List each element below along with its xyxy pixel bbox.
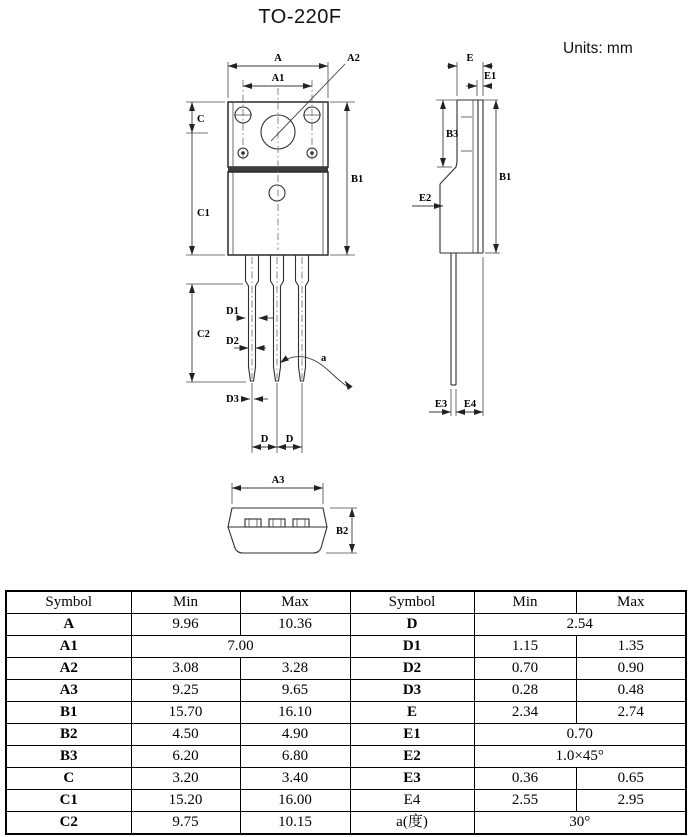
symbol-cell: B2 <box>6 723 131 745</box>
min-cell: 15.20 <box>131 789 240 811</box>
dim-label-alpha: a <box>321 353 327 364</box>
symbol-cell: B1 <box>6 701 131 723</box>
header-symbol-left: Symbol <box>6 591 131 614</box>
dim-label-d-right: D <box>285 434 294 445</box>
max-cell: 3.28 <box>240 657 350 679</box>
front-view-body <box>228 80 328 255</box>
dim-label-d-left: D <box>260 434 269 445</box>
min-cell: 15.70 <box>131 701 240 723</box>
dim-label-e4: E4 <box>463 399 477 410</box>
dim-label-e2: E2 <box>419 193 432 204</box>
symbol-cell: A1 <box>6 636 131 658</box>
pin-section-2 <box>269 519 285 527</box>
dim-label-c1: C1 <box>197 208 210 219</box>
table-row <box>6 657 686 679</box>
dim-label-d2: D2 <box>226 336 239 347</box>
side-view <box>412 53 511 416</box>
dim-label-c: C <box>197 114 205 125</box>
table-row <box>6 636 686 658</box>
symbol-cell: a(度) <box>350 811 474 834</box>
max-cell: 9.65 <box>240 679 350 701</box>
symbol-cell: C <box>6 767 131 789</box>
front-view-dimensions <box>186 53 363 447</box>
dim-label-e: E <box>466 53 474 64</box>
max-cell: 2.95 <box>576 789 686 811</box>
table-row <box>6 745 686 767</box>
symbol-cell: D3 <box>350 679 474 701</box>
dim-label-e1: E1 <box>484 71 497 82</box>
max-cell: 2.74 <box>576 701 686 723</box>
dim-label-a1: A1 <box>271 73 285 84</box>
symbol-cell: D <box>350 614 474 636</box>
table-row <box>6 811 686 834</box>
min-cell: 3.08 <box>131 657 240 679</box>
table-row <box>6 679 686 701</box>
dim-label-b1-side: B1 <box>499 172 512 183</box>
table-row <box>6 701 686 723</box>
min-cell: 0.36 <box>474 767 576 789</box>
max-cell: 3.40 <box>240 767 350 789</box>
max-cell: 6.80 <box>240 745 350 767</box>
body-circle <box>269 185 285 201</box>
bottom-view-dimensions <box>232 475 357 553</box>
max-cell: 4.90 <box>240 723 350 745</box>
header-symbol-right: Symbol <box>350 591 474 614</box>
header-min-left: Min <box>131 591 240 614</box>
dim-label-a2: A2 <box>347 53 360 64</box>
value-cell: 30° <box>474 811 686 834</box>
min-cell: 1.15 <box>474 636 576 658</box>
front-view <box>186 53 363 453</box>
header-max-left: Max <box>240 591 350 614</box>
max-cell: 1.35 <box>576 636 686 658</box>
symbol-cell: C2 <box>6 811 131 834</box>
max-cell: 16.00 <box>240 789 350 811</box>
table-row <box>6 767 686 789</box>
page-title: TO-220F <box>258 6 342 28</box>
table-row <box>6 614 686 636</box>
symbol-cell: E3 <box>350 767 474 789</box>
min-cell: 2.55 <box>474 789 576 811</box>
header-max-right: Max <box>576 591 686 614</box>
symbol-cell: D1 <box>350 636 474 658</box>
value-cell: 0.70 <box>474 723 686 745</box>
value-cell: 7.00 <box>131 636 350 658</box>
dim-label-a3: A3 <box>271 475 285 486</box>
dim-label-b2: B2 <box>336 526 349 537</box>
max-cell: 0.90 <box>576 657 686 679</box>
symbol-cell: A <box>6 614 131 636</box>
bottom-view-body <box>228 508 327 553</box>
dim-label-b3: B3 <box>446 129 459 140</box>
units-label: Units: mm <box>563 40 633 57</box>
dimension-table <box>5 590 687 835</box>
min-cell: 3.20 <box>131 767 240 789</box>
dim-label-d1: D1 <box>226 306 239 317</box>
symbol-cell: A3 <box>6 679 131 701</box>
max-cell: 0.48 <box>576 679 686 701</box>
min-cell: 6.20 <box>131 745 240 767</box>
min-cell: 0.70 <box>474 657 576 679</box>
max-cell: 0.65 <box>576 767 686 789</box>
symbol-cell: E1 <box>350 723 474 745</box>
front-view-leads <box>246 255 309 453</box>
pin-section-3 <box>293 519 309 527</box>
min-cell: 2.34 <box>474 701 576 723</box>
dim-label-e3: E3 <box>434 399 448 410</box>
dim-label-b1-front: B1 <box>351 174 364 185</box>
symbol-cell: E <box>350 701 474 723</box>
dim-label-d3: D3 <box>226 394 239 405</box>
min-cell: 9.75 <box>131 811 240 834</box>
dim-label-c2: C2 <box>197 329 210 340</box>
value-cell: 1.0×45° <box>474 745 686 767</box>
symbol-cell: A2 <box>6 657 131 679</box>
table-row <box>6 789 686 811</box>
symbol-cell: E4 <box>350 789 474 811</box>
header-min-right: Min <box>474 591 576 614</box>
pin-section-1 <box>245 519 261 527</box>
min-cell: 0.28 <box>474 679 576 701</box>
min-cell: 9.96 <box>131 614 240 636</box>
max-cell: 16.10 <box>240 701 350 723</box>
max-cell: 10.36 <box>240 614 350 636</box>
symbol-cell: E2 <box>350 745 474 767</box>
symbol-cell: D2 <box>350 657 474 679</box>
symbol-cell: B3 <box>6 745 131 767</box>
min-cell: 4.50 <box>131 723 240 745</box>
table-header-row <box>6 591 686 614</box>
max-cell: 10.15 <box>240 811 350 834</box>
dim-label-a: A <box>274 53 282 64</box>
symbol-cell: C1 <box>6 789 131 811</box>
table-row <box>6 723 686 745</box>
side-view-body <box>436 100 498 385</box>
value-cell: 2.54 <box>474 614 686 636</box>
side-view-dimensions <box>412 53 511 416</box>
bottom-view <box>228 475 357 553</box>
min-cell: 9.25 <box>131 679 240 701</box>
